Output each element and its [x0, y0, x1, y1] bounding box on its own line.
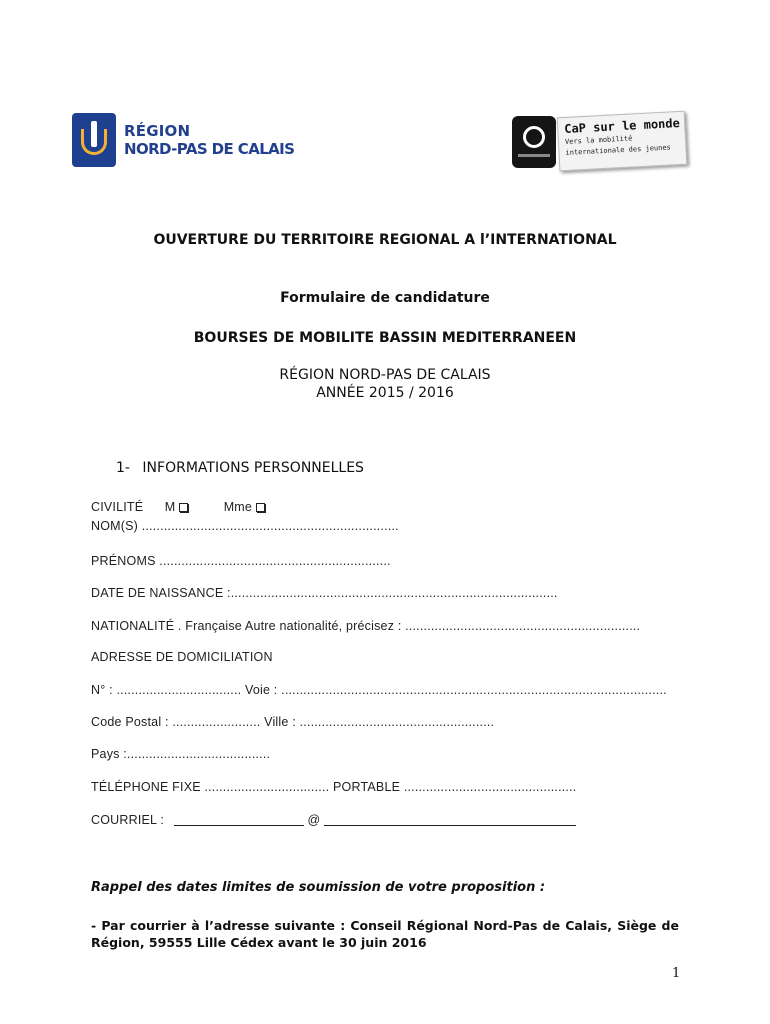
program-title: BOURSES DE MOBILITE BASSIN MEDITERRANEEN: [193, 330, 577, 346]
cap-sub1: Vers la mobilité: [564, 134, 633, 146]
region-logo-line1: RÉGION: [124, 122, 191, 140]
year-title: ANNÉE 2015 / 2016: [316, 385, 454, 401]
section-number: 1-: [116, 460, 130, 476]
cap-sur-le-monde-logo: [512, 112, 688, 170]
region-logo-line2: NORD-PAS DE CALAIS: [124, 140, 295, 158]
courriel-label: COURRIEL :: [91, 813, 165, 827]
civilite-row: [91, 500, 265, 514]
section-heading: [116, 460, 364, 476]
date-naissance-field[interactable]: DATE DE NAISSANCE :.........................................................................................: [91, 586, 558, 600]
nationalite-field[interactable]: NATIONALITÉ . Française Autre nationalité, précisez : ................................................................: [91, 619, 641, 633]
code-postal-ville-field[interactable]: Code Postal : ........................ Ville : .....................................................: [91, 715, 495, 729]
civilite-mme-checkbox[interactable]: [256, 503, 265, 512]
section-title: INFORMATIONS PERSONNELLES: [142, 460, 364, 476]
rappel-title: Rappel des dates limites de soumission de votre proposition :: [91, 880, 546, 895]
courriel-at: @: [307, 813, 321, 827]
courriel-row: [91, 813, 576, 827]
region-logo: [72, 113, 294, 167]
cap-badge-icon: [512, 116, 556, 168]
courriel-user-input[interactable]: [174, 814, 304, 826]
main-title: OUVERTURE DU TERRITOIRE REGIONAL A l’INTERNATIONAL: [153, 232, 617, 248]
telephone-fixe-field[interactable]: TÉLÉPHONE FIXE ..................................: [91, 780, 330, 794]
civilite-mme-label: Mme: [223, 500, 253, 514]
prenoms-field[interactable]: PRÉNOMS ...............................................................: [91, 554, 391, 568]
rappel-text: - Par courrier à l’adresse suivante : Conseil Régional Nord-Pas de Calais, Siège de Région, 59555 Lille Cédex avant le 30 juin 2016: [91, 918, 679, 950]
cap-sub2: internationale des jeunes: [565, 143, 671, 157]
form-title: Formulaire de candidature: [280, 290, 490, 306]
civilite-m-checkbox[interactable]: [179, 503, 188, 512]
civilite-m-label: M: [164, 500, 176, 514]
telephone-row: [91, 780, 576, 794]
region-year-block: [0, 366, 770, 402]
page-number: 1: [672, 966, 681, 981]
portable-field[interactable]: PORTABLE ...............................................: [333, 780, 577, 794]
civilite-label: CIVILITÉ: [91, 500, 144, 514]
nom-field[interactable]: NOM(S) ......................................................................: [91, 519, 399, 533]
numero-voie-field[interactable]: N° : .................................. Voie : .........................................................................................................: [91, 683, 667, 697]
cap-title: CaP sur le monde: [563, 115, 681, 136]
region-title: RÉGION NORD-PAS DE CALAIS: [279, 367, 491, 383]
region-logo-text: [124, 122, 294, 158]
cap-paper: [557, 111, 688, 172]
courriel-domain-input[interactable]: [324, 814, 576, 826]
pays-field[interactable]: Pays :.......................................: [91, 747, 271, 761]
region-emblem-icon: [72, 113, 116, 167]
adresse-label: ADRESSE DE DOMICILIATION: [91, 650, 273, 664]
